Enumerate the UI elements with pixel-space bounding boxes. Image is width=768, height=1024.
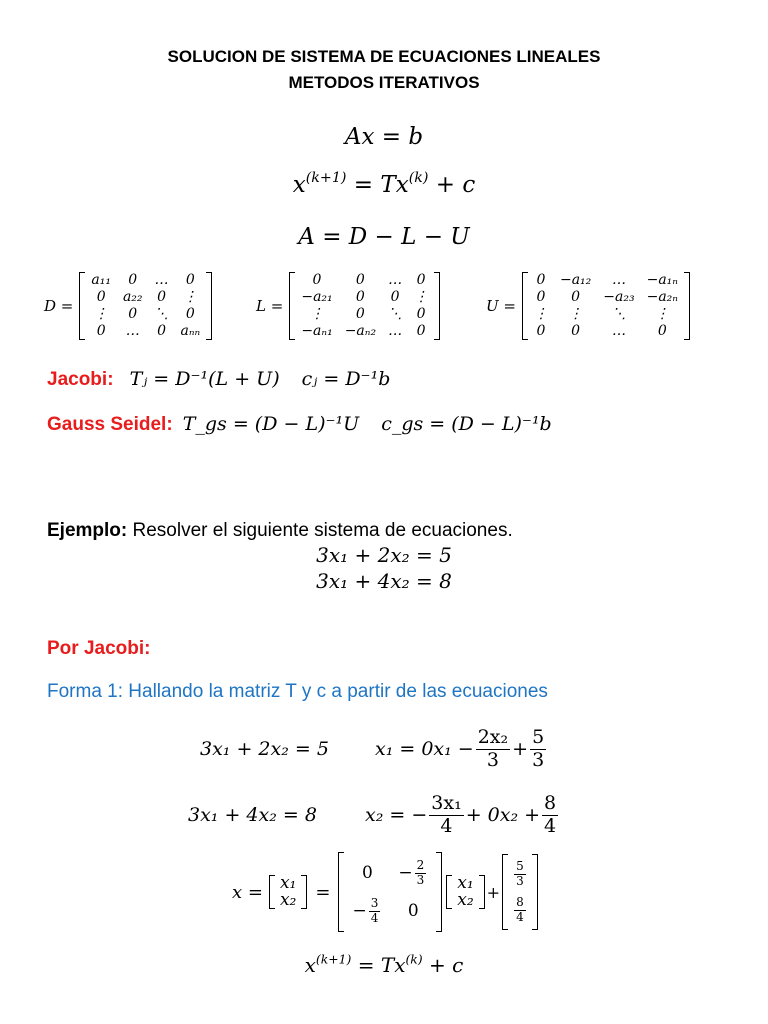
cell: …: [154, 272, 169, 288]
example-text: Resolver el siguiente sistema de ecuaciones.: [127, 520, 513, 541]
denominator: 3: [486, 748, 499, 771]
cell: ⋮: [568, 306, 583, 322]
row2-equation: 3x₁ + 4x₂ = 8: [188, 804, 317, 826]
cell: −a₁₂: [559, 272, 592, 288]
cell: −a₂ₙ: [646, 289, 678, 305]
page-title-line-2: METODOS ITERATIVOS: [288, 73, 480, 92]
cell: 0: [571, 323, 581, 339]
t-matrix: [338, 852, 442, 932]
gauss-t-formula: T_gs = (D − L)⁻¹U: [182, 413, 360, 435]
matrix-u: [486, 272, 690, 340]
x2: x₂: [279, 890, 297, 910]
c1-den: 3: [516, 873, 524, 888]
cell: a₂₂: [122, 289, 143, 305]
jacobi-t-formula: Tⱼ = D⁻¹(L + U): [129, 368, 280, 390]
cell: −aₙ₁: [301, 323, 333, 339]
row1-lhs: x₁ = 0x₁ −: [375, 738, 474, 760]
por-jacobi-heading: Por Jacobi:: [47, 638, 151, 659]
row1-plus: +: [512, 738, 529, 760]
gauss-c-formula: c_gs = (D − L)⁻¹b: [381, 413, 552, 435]
cell: 0: [390, 289, 400, 305]
c-vector: [502, 854, 538, 930]
cell: ⋮: [310, 306, 324, 322]
cell: 0: [185, 272, 195, 288]
jacobi-c-formula: cⱼ = D⁻¹b: [301, 368, 391, 390]
cell: 0: [536, 323, 546, 339]
x1: x₁: [457, 873, 474, 893]
c2: [506, 892, 534, 928]
final-iter-sup2: (k): [405, 951, 423, 967]
cell: 0: [128, 272, 138, 288]
cell: 0: [312, 272, 322, 288]
t00: 0: [362, 862, 373, 883]
cell: …: [611, 323, 626, 339]
equals-sign: =: [315, 881, 331, 903]
cell: ⋮: [414, 289, 429, 305]
cell: 0: [355, 272, 365, 288]
iter-lhs: x: [292, 172, 306, 198]
derivation-row-2: [0, 788, 768, 842]
matrix-u-table: [528, 272, 684, 340]
formula-decomposition: A = D − L − U: [298, 224, 470, 250]
t11: 0: [407, 900, 419, 921]
example-line: [47, 520, 513, 542]
row2-fraction-2: [542, 793, 558, 838]
x2: x₂: [457, 890, 474, 910]
matrix-l: [256, 272, 440, 340]
cell: ⋱: [388, 306, 403, 322]
page-title-line-1: SOLUCION DE SISTEMA DE ECUACIONES LINEALES: [167, 47, 601, 66]
x-vector: [269, 875, 307, 909]
t10-den: 4: [370, 910, 379, 925]
t10: [344, 892, 390, 930]
x-equals: x =: [232, 881, 263, 903]
cell: 0: [657, 323, 667, 339]
plus-sign: +: [486, 882, 501, 902]
row1-equation: 3x₁ + 2x₂ = 5: [200, 738, 329, 760]
cell: …: [125, 323, 140, 339]
example-eq-1: 3x₁ + 2x₂ = 5: [316, 543, 452, 567]
numerator: 5: [532, 725, 545, 748]
cell: ⋮: [183, 289, 198, 305]
cell: 0: [96, 289, 106, 305]
matrix-u-label: U =: [486, 297, 516, 315]
denominator: 4: [544, 814, 557, 837]
final-iter-sup: (k+1): [315, 951, 352, 967]
numerator: 3x₁: [431, 791, 462, 814]
final-iter-tail: + c: [422, 953, 464, 977]
iter-eq: = Tx: [346, 172, 409, 198]
c2-num: 8: [516, 894, 524, 909]
c1-num: 5: [516, 858, 524, 873]
cell: …: [388, 272, 403, 288]
cell: ⋮: [655, 306, 670, 322]
cell: a₁₁: [91, 272, 111, 288]
matrix-form-equation: [232, 852, 538, 932]
final-iteration-formula: [0, 953, 768, 977]
numerator: 2x₂: [477, 725, 509, 748]
cell: ⋮: [533, 306, 548, 322]
row1-fraction-2: [530, 727, 546, 772]
example-eq-2: 3x₁ + 4x₂ = 8: [316, 569, 452, 593]
gauss-seidel-label: Gauss Seidel:: [47, 414, 173, 435]
cell: 0: [416, 323, 426, 339]
cell: 0: [96, 323, 106, 339]
example-label: Ejemplo:: [47, 520, 128, 541]
numerator: 8: [544, 791, 557, 814]
c1: [506, 856, 534, 892]
row2-mid: + 0x₂ +: [465, 804, 541, 826]
iter-sup2: (k): [408, 170, 429, 187]
t01: [390, 854, 436, 892]
cell: ⋱: [611, 306, 626, 322]
formula-ax-b: Ax = b: [344, 124, 424, 150]
row1-fraction-1: [476, 727, 510, 772]
matrix-d-label: D =: [44, 297, 74, 315]
cell: 0: [157, 289, 166, 305]
cell: 0: [355, 306, 365, 322]
cell: −a₂₃: [603, 289, 635, 305]
x-vector-right: [446, 875, 484, 909]
final-iter-lhs: x: [304, 953, 316, 977]
matrix-l-label: L =: [256, 297, 284, 315]
cell: −a₁ₙ: [646, 272, 678, 288]
matrix-d-table: [85, 272, 206, 340]
iter-tail: + c: [428, 172, 476, 198]
cell: ⋮: [94, 306, 109, 322]
cell: 0: [355, 289, 365, 305]
c2-den: 4: [516, 909, 524, 924]
t10-num: 3: [370, 895, 379, 910]
cell: 0: [536, 272, 546, 288]
t01-num: 2: [416, 857, 425, 872]
cell: …: [611, 272, 626, 288]
cell: 0: [536, 289, 546, 305]
cell: 0: [157, 323, 166, 339]
formula-iteration: [0, 172, 768, 198]
row2-fraction-1: [429, 793, 463, 838]
matrix-d: [44, 272, 212, 340]
matrix-l-table: [295, 272, 434, 340]
final-iter-eq: = Tx: [351, 953, 406, 977]
cell: 0: [185, 306, 195, 322]
jacobi-label: Jacobi:: [47, 369, 114, 390]
denominator: 3: [532, 748, 545, 771]
t01-den: 3: [416, 872, 425, 887]
cell: aₙₙ: [180, 323, 201, 339]
t01-sign: −: [398, 862, 413, 883]
forma1-heading: Forma 1: Hallando la matriz T y c a partir de las ecuaciones: [47, 681, 548, 702]
x1: x₁: [279, 873, 297, 893]
cell: −a₂₁: [301, 289, 333, 305]
denominator: 4: [440, 814, 453, 837]
t10-sign: −: [352, 900, 367, 921]
iter-sup: (k+1): [305, 170, 347, 187]
cell: 0: [128, 306, 138, 322]
cell: ⋱: [154, 306, 169, 322]
cell: 0: [571, 289, 581, 305]
cell: 0: [416, 306, 426, 322]
jacobi-line: [47, 368, 390, 391]
cell: 0: [416, 272, 426, 288]
cell: …: [388, 323, 403, 339]
derivation-row-1: [0, 722, 768, 776]
cell: −aₙ₂: [344, 323, 377, 339]
row2-lhs: x₂ = −: [365, 804, 428, 826]
gauss-seidel-line: [47, 413, 552, 436]
